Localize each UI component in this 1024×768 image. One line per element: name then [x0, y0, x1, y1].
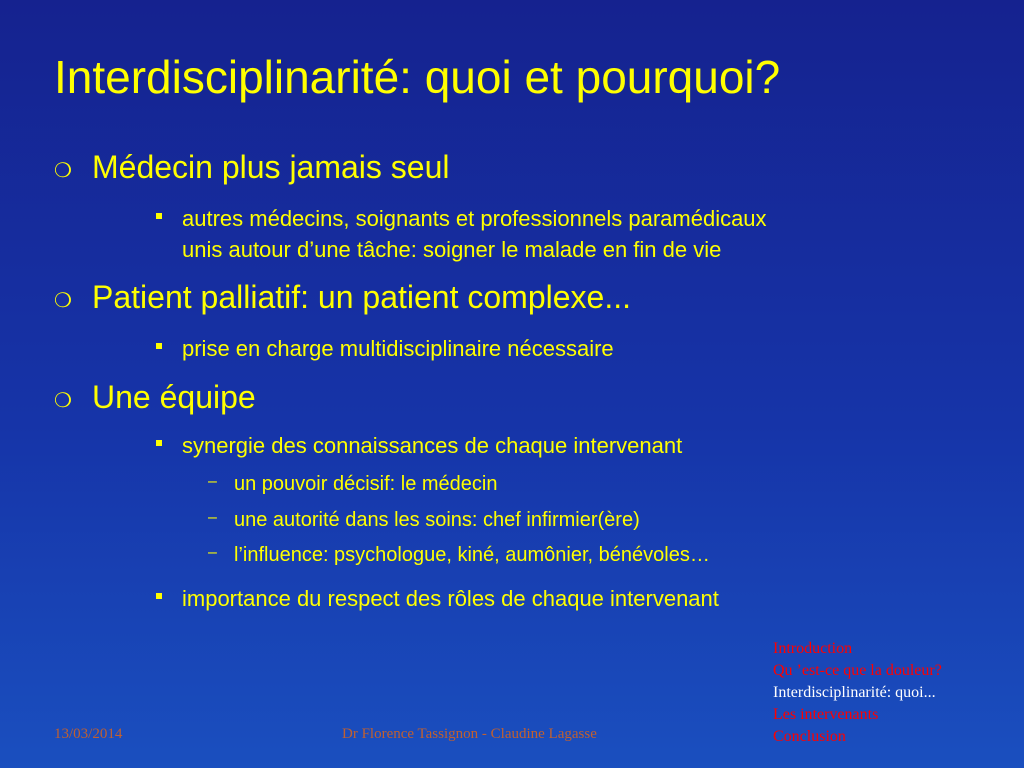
bullet-text: Une équipe [92, 379, 256, 415]
hollow-circle-bullet-icon: ❍ [54, 158, 72, 182]
bullet-level2 [182, 333, 614, 364]
hollow-circle-bullet-icon: ❍ [54, 288, 72, 312]
nav-link-conclusion[interactable]: Conclusion [773, 728, 846, 745]
nav-link-interdisciplinarite[interactable]: Interdisciplinarité: quoi... [773, 684, 936, 701]
bullet-text: Patient palliatif: un patient complexe... [92, 279, 631, 315]
bullet-level2 [182, 203, 767, 265]
bullet-level1 [54, 149, 450, 186]
bullet-text-line: autres médecins, soignants et professionnels paramédicaux [182, 206, 767, 231]
footer-author: Dr Florence Tassignon - Claudine Lagasse [342, 726, 597, 742]
bullet-text-line: synergie des connaissances de chaque intervenant [182, 433, 683, 458]
nav-link-douleur[interactable]: Qu ’est-ce que la douleur? [773, 662, 942, 679]
bullet-text: un pouvoir décisif: le médecin [234, 473, 498, 495]
bullet-text: l’influence: psychologue, kiné, aumônier, bénévoles… [234, 544, 710, 566]
bullet-text-line: prise en charge multidisciplinaire nécessaire [182, 336, 614, 361]
dash-bullet-icon: – [208, 544, 217, 561]
nav-link-intervenants[interactable]: Les intervenants [773, 706, 879, 723]
dash-bullet-icon: – [208, 509, 217, 526]
square-bullet-icon [156, 593, 162, 599]
square-bullet-icon [156, 440, 162, 446]
dash-bullet-icon: – [208, 473, 217, 490]
bullet-text: une autorité dans les soins: chef infirmier(ère) [234, 509, 640, 531]
bullet-level1 [54, 379, 256, 416]
section-nav [773, 638, 942, 748]
hollow-circle-bullet-icon: ❍ [54, 388, 72, 412]
nav-link-introduction[interactable]: Introduction [773, 640, 853, 657]
bullet-level3 [208, 473, 498, 496]
bullet-level2 [182, 430, 682, 461]
square-bullet-icon [156, 213, 162, 219]
bullet-level2 [182, 583, 719, 614]
slide-title: Interdisciplinarité: quoi et pourquoi? [54, 51, 781, 103]
bullet-level3 [208, 509, 640, 532]
bullet-text-line: importance du respect des rôles de chaque intervenant [182, 586, 719, 611]
bullet-level3 [208, 544, 710, 567]
footer-date: 13/03/2014 [54, 726, 123, 742]
bullet-text: Médecin plus jamais seul [92, 149, 450, 185]
bullet-level1 [54, 279, 631, 316]
bullet-text-line: unis autour d’une tâche: soigner le malade en fin de vie [182, 237, 722, 262]
square-bullet-icon [156, 343, 162, 349]
